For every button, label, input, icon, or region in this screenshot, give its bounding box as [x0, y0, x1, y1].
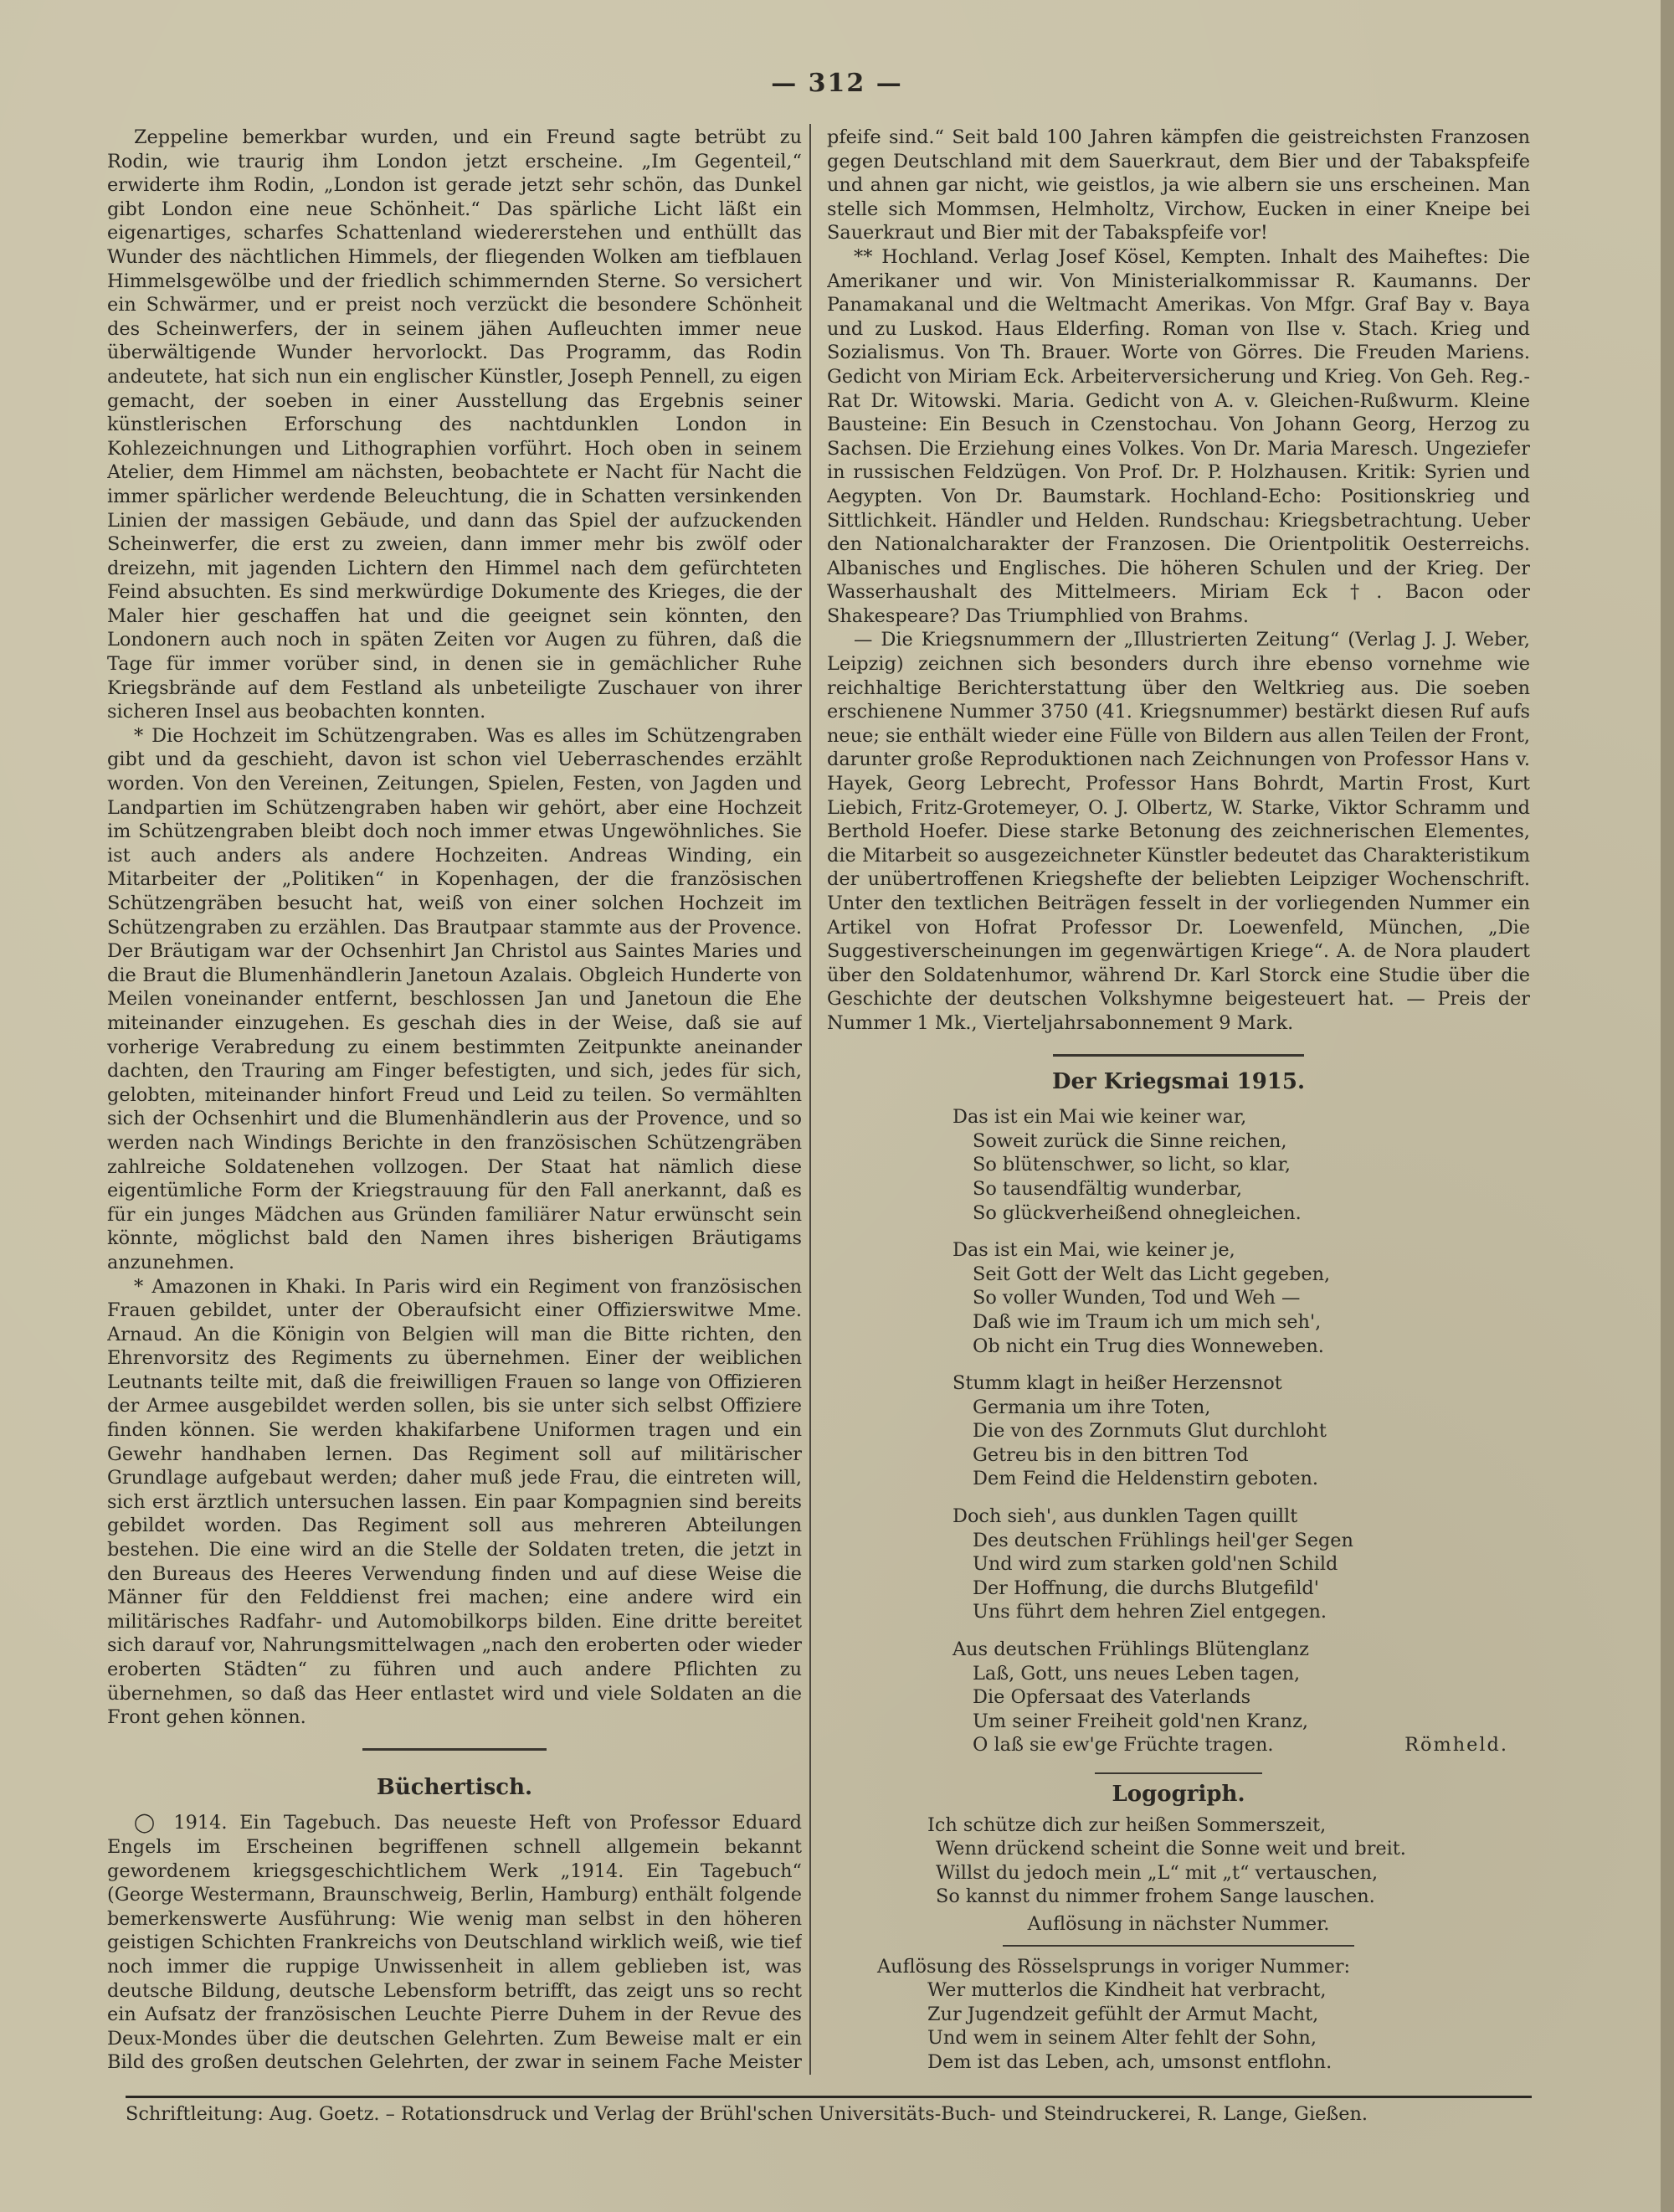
section-heading-buechertisch: Büchertisch.: [376, 1774, 533, 1800]
section-rule: [1095, 1772, 1262, 1774]
article-hochland: ** Hochland. Verlag Josef Kösel, Kempten. Inhalt des Maiheftes: Die Amerikaner und wir. Von Ministerialkommissar R. Kaumanns. Der Panamakanal und die Weltmacht Amerikas. Von Mfgr. Graf Bay v. Baya und zu Luskod. Haus Elderfing. Roman von Ilse v. Stach. Krieg und Sozialismus. Von Th. Brauer. Worte von Görres. Die Freuden Mariens. Gedicht von Miriam Eck. Arbeiterversicherung und Krieg. Von Geh. Reg.-Rat Dr. Witowski. Maria. Gedicht von A. v. Gleichen-Rußwurm. Kleine Bausteine: Ein Besuch in Czenstochau. Von Johann Georg, Herzog zu Sachsen. Die Erziehung eines Volkes. Von Dr. Maria Maresch. Ungeziefer in russischen Feldzügen. Von Prof. Dr. P. Holzhausen. Kritik: Syrien und Aegypten. Von Dr. Baumstark. Hochland-Echo: Positionskrieg und Sittlichkeit. Händler und Helden. Rundschau: Kriegsbetrachtung. Ueber den Nationalcharakter der Franzosen. Die Orientpolitik Oesterreichs. Albanisches und Englisches. Die höheren Schulen und der Krieg. Der Wasserhaushalt des Mittelmeers. Miriam Eck †. Bacon oder Shakespeare? Das Triumphlied von Brahms.: [827, 245, 1530, 627]
section-rule: [362, 1748, 547, 1751]
poem-line: Des deutschen Frühlings heil'ger Segen: [973, 1529, 1353, 1551]
riddle-line: Willst du jedoch mein „L“ mit „t“ vertauschen,: [936, 1861, 1379, 1884]
raetsel-solution: [877, 1955, 1530, 2075]
poem-line: Germania um ihre Toten,: [973, 1396, 1211, 1418]
poem-stanza: [953, 1638, 1530, 1757]
poem-line: Das ist ein Mai wie keiner war,: [953, 1106, 1247, 1129]
poem-line: Laß, Gott, uns neues Leben tagen,: [973, 1662, 1301, 1685]
poem-author: Römheld.: [1404, 1734, 1508, 1757]
poem-line: Um seiner Freiheit gold'nen Kranz,: [973, 1710, 1308, 1732]
poem-line: Seit Gott der Welt das Licht gegeben,: [973, 1263, 1331, 1285]
poem-kriegsmai: [953, 1105, 1530, 1757]
logogriph-next-issue: Auflösung in nächster Nummer.: [1027, 1912, 1330, 1935]
poem-line: So glückverheißend ohnegleichen.: [973, 1201, 1302, 1224]
article-tagebuch-1914: ◯ 1914. Ein Tagebuch. Das neueste Heft von Professor Eduard Engels im Erscheinen begriffenen schnell allgemein bekannt gewordenem kriegsgeschichtlichem Werk „1914. Ein Tagebuch“ (George Westermann, Braunschweig, Berlin, Hamburg) enthält folgende bemerkenswerte Ausführung: Wie wenig man selbst in den höheren geistigen Schichten Frankreichs von Deutschland wirklich weiß, wie tief noch immer die ruppige Unwissenheit in allem geblieben ist, was deutsche Bildung, deutsche Lebensform betrifft, das zeigt uns so recht ein Aufsatz der französischen Leuchte Pierre Duhem in der Revue des Deux-Mondes über die deutschen Gelehrten. Zum Beweise malt er ein Bild des großen deutschen Gelehrten, der zwar in seinem Fache Meister: [107, 1812, 802, 2074]
poem-line: Das ist ein Mai, wie keiner je,: [953, 1239, 1235, 1262]
poem-line: Getreu bis in den bittren Tod: [973, 1443, 1249, 1466]
imprint-footer: Schriftleitung: Aug. Goetz. – Rotationsdruck und Verlag der Brühl'schen Universitäts-Buch- und Steindruckerei, R. Lange, Gießen.: [126, 2096, 1532, 2125]
article-rodin-london: Zeppeline bemerkbar wurden, und ein Freund sagte betrübt zu Rodin, wie traurig ihm London jetzt erscheine. „Im Gegenteil,“ erwiderte ihm Rodin, „London ist gerade jetzt sehr schön, das Dunkel gibt London eine neue Schönheit.“ Das spärliche Licht läßt ein eigenartiges, scharfes Schattenland wiedererstehen und enthüllt das Wunder des nächtlichen Himmels, der fliegenden Wolken am tiefblauen Himmelsgewölbe und der friedlich schimmernden Sterne. So versichert ein Schwärmer, und er preist noch verzückt die besondere Schönheit des Scheinwerfers, der in seinem jähen Aufleuchten immer neue überwältigende Wunder hervorlockt. Das Programm, das Rodin andeutete, hat sich nun ein englischer Künstler, Joseph Pennell, zu eigen gemacht, der soeben in einer Ausstellung das Ergebnis seiner künstlerischen Erforschung des nachtdunklen London in Kohlezeichnungen und Lithographien vorführt. Hoch oben in seinem Atelier, dem Himmel am nächsten, beobachtete er Nacht für Nacht die immer spärlicher werdende Beleuchtung, die in Schatten versinkenden Linien der massigen Gebäude, und dann das Spiel der aufzuckenden Scheinwerfer, die erst zu zweien, dann immer mehr bis zwölf oder dreizehn, mit jagenden Lichtern den Himmel nach dem gefürchteten Feind absuchten. Es sind merkwürdige Dokumente des Krieges, die der Maler hier geschaffen hat und die geeignet sein könnten, den Londonern auch noch in späten Zeiten vor Augen zu führen, daß die Tage für immer vorüber sind, in denen sie in gemächlicher Ruhe Kriegsbrände auf dem Festland als unbeteiligte Zuschauer von ihrer sicheren Insel aus beobachten konnten.: [107, 126, 802, 723]
poem-line: Soweit zurück die Sinne reichen,: [973, 1129, 1287, 1152]
poem-stanza: [953, 1505, 1530, 1624]
poem-stanza: [953, 1238, 1530, 1358]
poem-line: Dem Feind die Heldenstirn geboten.: [973, 1468, 1319, 1490]
riddle-line: Ich schütze dich zur heißen Sommerszeit,: [927, 1813, 1327, 1836]
poem-line: So blütenschwer, so licht, so klar,: [973, 1154, 1291, 1176]
poem-line: Ob nicht ein Trug dies Wonneweben.: [973, 1335, 1324, 1357]
right-column: [827, 126, 1530, 2076]
left-column: [107, 126, 802, 2076]
article-amazonen-khaki: * Amazonen in Khaki. In Paris wird ein Regiment von französischen Frauen gebildet, unter der Oberaufsicht einer Offizierswitwe Mme. Arnaud. An die Königin von Belgien will man die Bitte richten, den Ehrenvorsitz des Regiments zu übernehmen. Einer der weiblichen Leutnants teilte mit, daß die freiwilligen Frauen so lange von Offizieren der Armee ausgebildet werden sollen, bis sie unter sich selbst Offiziere finden können. Sie werden khakifarbene Uniformen tragen und ein Gewehr handhaben lernen. Das Regiment soll auf militärischer Grundlage aufgebaut werden; daher muß jede Frau, die eintreten will, sich erst ärztlich untersuchen lassen. Ein paar Kompagnien sind bereits gebildet worden. Das Regiment soll aus mehreren Abteilungen bestehen. Die eine wird an die Stelle der Soldaten treten, die jetzt in den Bureaus des Heeres Verwendung finden und auf diese Weise die Männer für den Felddienst frei machen; eine andere wird ein militärisches Radfahr- und Automobilkorps bilden. Eine dritte bereitet sich darauf vor, Nahrungsmittelwagen „nach den eroberten oder wieder eroberten Städten“ zu führen und auch andere Pflichten zu übernehmen, so daß das Heer entlastet wird und viele Soldaten an die Front gehen können.: [107, 1275, 802, 1729]
poem-line: Uns führt dem hehren Ziel entgegen.: [973, 1601, 1327, 1623]
poem-line: Der Hoffnung, die durchs Blutgefild': [973, 1577, 1319, 1599]
poem-line: So tausendfältig wunderbar,: [973, 1177, 1242, 1200]
poem-line: Stumm klagt in heißer Herzensnot: [953, 1372, 1282, 1395]
section-rule: [1053, 1054, 1304, 1057]
article-illustrierte-zeitung: — Die Kriegsnummern der „Illustrierten Zeitung“ (Verlag J. J. Weber, Leipzig) zeichnen sich besonders durch ihre ebenso vornehme wie reichhaltige Berichterstattung über den Weltkrieg aus. Die soeben erschienene Nummer 3750 (41. Kriegsnummer) bestärkt diesen Ruf aufs neue; sie enthält wieder eine Fülle von Bildern aus allen Teilen der Front, darunter große Reproduktionen nach Zeichnungen von Professor Hans v. Hayek, Georg Lebrecht, Professor Hans Bohrdt, Martin Frost, Kurt Liebich, Fritz-Grotemeyer, O. J. Olbertz, W. Starke, Viktor Schramm und Berthold Hoefer. Diese starke Betonung des zeichnerischen Elementes, die Mitarbeit so ausgezeichneter Künstler bedeutet das Charakteristikum der unübertroffenen Kriegshefte der beliebten Leipziger Wochenschrift. Unter den textlichen Beiträgen fesselt in der vorliegenden Nummer ein Artikel von Hofrat Professor Dr. Loewenfeld, München, „Die Suggestiverscheinungen im gegenwärtigen Kriege“. A. de Nora plaudert über den Soldatenhumor, während Dr. Karl Storck eine Studie über die Geschichte der deutschen Volkshymne beigesteuert hat. — Preis der Nummer 1 Mk., Vierteljahrsabonnement 9 Mark.: [827, 629, 1530, 1034]
poem-line: So voller Wunden, Tod und Weh —: [973, 1287, 1301, 1309]
logogriph-riddle: [927, 1813, 1530, 1909]
poem-stanza: [953, 1371, 1530, 1491]
article-hochzeit-schuetzengraben: * Die Hochzeit im Schützengraben. Was es alles im Schützengraben gibt und da geschieht, davon ist schon viel Ueberraschendes erzählt worden. Von den Vereinen, Zeitungen, Spielen, Festen, von Jagden und Landpartien im Schützengraben haben wir gehört, aber eine Hochzeit im Schützengraben bleibt doch noch immer etwas Ungewöhnliches. Sie ist auch anders als andere Hochzeiten. Andreas Winding, ein Mitarbeiter der „Politiken“ in Kopenhagen, der die französischen Schützengräben besucht hat, weiß von einer solchen Hochzeit im Schützengraben zu erzählen. Das Brautpaar stammte aus der Provence. Der Bräutigam war der Ochsenhirt Jan Christol aus Saintes Maries und die Braut die Blumenhändlerin Janetoun Azalais. Obgleich Hunderte von Meilen voneinander entfernt, beschlossen Jan und Janetoun die Ehe miteinander einzugehen. Es geschah dies in der Weise, daß sie auf vorherige Verabredung zu einem bestimmten Zeitpunkte aneinander dachten, den Trauring am Finger befestigten, und sich, jedes für sich, gelobten, miteinander hinfort Freud und Leid zu teilen. So vermählten sich der Ochsenhirt und die Blumenhändlerin aus der Provence, und so werden nach Windings Berichte in den französischen Schützengräben zahlreiche Soldatenehen vollzogen. Der Staat hat nämlich diese eigentümliche Form der Kriegstrauung für den Fall anerkannt, daß es für ein junges Mädchen aus Gründen familiärer Natur erwünscht sein könnte, möglichst bald den Namen ihres bisherigen Bräutigams anzunehmen.: [107, 724, 802, 1273]
logogriph-title: Logogriph.: [1112, 1782, 1245, 1807]
page-edge: [1661, 0, 1674, 2212]
solution-line: Dem ist das Leben, ach, umsonst entflohn.: [927, 2050, 1333, 2073]
page-number: — 312 —: [771, 69, 903, 98]
column-divider: [809, 124, 811, 2075]
section-rule: [1003, 1945, 1354, 1947]
solution-line: Wer mutterlos die Kindheit hat verbracht,: [927, 1979, 1327, 2002]
riddle-line: So kannst du nimmer frohem Sange lauschen.: [936, 1885, 1375, 1908]
poem-line: Und wird zum starken gold'nen Schild: [973, 1553, 1338, 1576]
poem-line: Daß wie im Traum ich um mich seh',: [973, 1310, 1322, 1333]
article-tabakspfeife: pfeife sind.“ Seit bald 100 Jahren kämpfen die geistreichsten Franzosen gegen Deutschland mit dem Sauerkraut, dem Bier und der Tabakspfeife und ahnen gar nicht, wie geistlos, ja wie albern sie uns erscheinen. Man stelle sich Mommsen, Helmholtz, Virchow, Eucken in einer Kneipe bei Sauerkraut und Bier mit der Tabakspfeife vor!: [827, 126, 1530, 244]
poem-line: Die Opfersaat des Vaterlands: [973, 1686, 1251, 1709]
poem-stanza: [953, 1105, 1530, 1225]
poem-last-line-with-author: [953, 1733, 1508, 1757]
solution-line: Und wem in seinem Alter fehlt der Sohn,: [927, 2027, 1317, 2050]
poem-line: Doch sieh', aus dunklen Tagen quillt: [953, 1505, 1298, 1528]
poem-title: Der Kriegsmai 1915.: [1051, 1068, 1306, 1094]
solution-line: Zur Jugendzeit gefühlt der Armut Macht,: [927, 2003, 1319, 2025]
poem-line: Aus deutschen Frühlings Blütenglanz: [953, 1638, 1309, 1661]
poem-line: O laß sie ew'ge Früchte tragen.: [973, 1734, 1274, 1757]
poem-line: Die von des Zornmuts Glut durchloht: [973, 1420, 1327, 1443]
solution-title: Auflösung des Rösselsprungs in voriger Nummer:: [877, 1955, 1351, 1978]
riddle-line: Wenn drückend scheint die Sonne weit und breit.: [936, 1838, 1406, 1860]
